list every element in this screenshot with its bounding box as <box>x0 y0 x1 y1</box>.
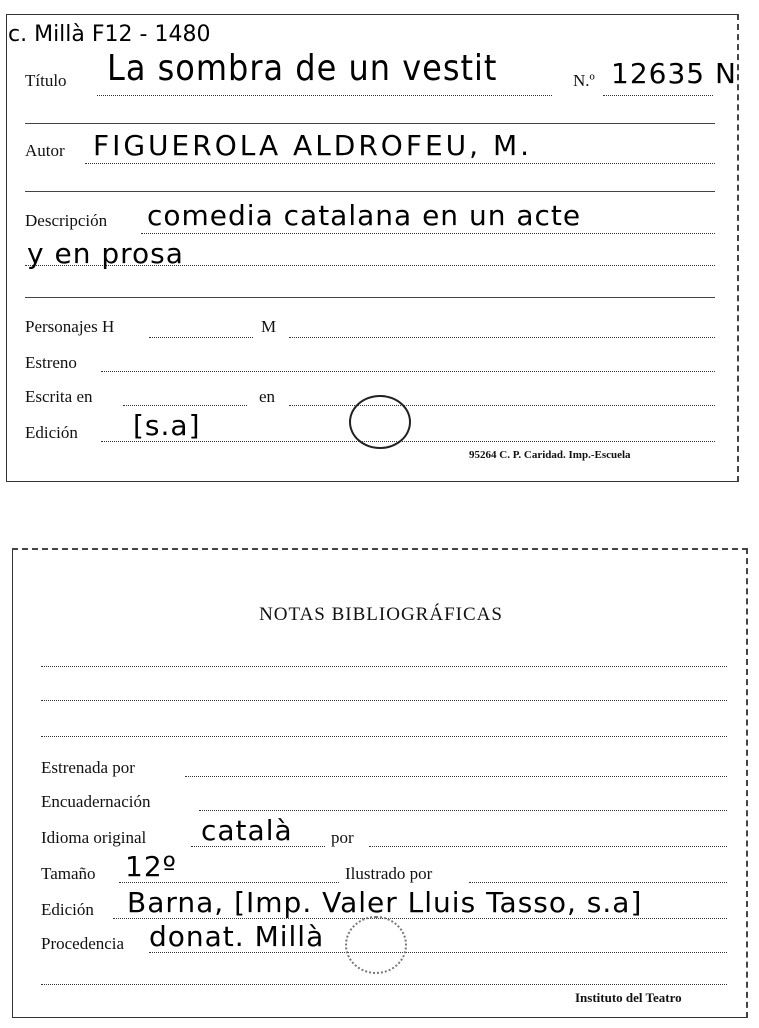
titulo-value: La sombra de un vestit <box>107 47 498 89</box>
personajes-h-line <box>149 337 253 338</box>
separator-line <box>25 297 715 298</box>
edicion-value: [s.a] <box>133 409 201 442</box>
edicion-back-label: Edición <box>41 900 94 919</box>
notes-line <box>41 984 727 985</box>
titulo-line <box>97 95 552 96</box>
autor-label: Autor <box>25 141 65 160</box>
descripcion-value-line1: comedia catalana en un acte <box>147 199 582 232</box>
estreno-line <box>101 371 715 372</box>
personajes-m-line <box>289 337 715 338</box>
procedencia-value: donat. Millà <box>149 920 325 953</box>
numero-line <box>603 95 713 96</box>
descripcion-line <box>141 233 715 234</box>
encuadernacion-label: Encuadernación <box>41 792 151 811</box>
escrita-en-line <box>289 405 715 406</box>
catalog-card-front <box>6 14 739 482</box>
separator-line <box>25 123 715 124</box>
autor-value: FIGUEROLA ALDROFEU, M. <box>93 129 532 162</box>
idioma-label: Idioma original <box>41 828 147 847</box>
notes-line <box>41 666 727 667</box>
ilustrado-line <box>469 882 727 883</box>
punch-hole <box>345 916 407 974</box>
idioma-por-line <box>369 846 727 847</box>
catalog-card-back <box>12 548 748 1018</box>
tamano-label: Tamaño <box>41 864 96 883</box>
procedencia-label: Procedencia <box>41 934 125 953</box>
notes-line <box>41 736 727 737</box>
edicion-label: Edición <box>25 423 78 442</box>
descripcion-label: Descripción <box>25 211 108 230</box>
notes-line <box>41 700 727 701</box>
escrita-line <box>123 405 247 406</box>
estrenada-label: Estrenada por <box>41 758 135 777</box>
titulo-label: Título <box>25 71 67 90</box>
numero-label: N.º <box>573 71 595 90</box>
personajes-label: Personajes H <box>25 317 115 336</box>
institute-footer: Instituto del Teatro <box>575 990 682 1005</box>
punch-hole <box>349 395 411 449</box>
edicion-back-value: Barna, [Imp. Valer Lluis Tasso, s.a] <box>127 886 643 919</box>
descripcion-value-line2: y en prosa <box>27 237 184 270</box>
notas-heading: NOTAS BIBLIOGRÁFICAS <box>259 604 503 625</box>
printer-line: 95264 C. P. Caridad. Imp.-Escuela <box>469 449 631 461</box>
ilustrado-label: Ilustrado por <box>345 864 433 883</box>
numero-value: 12635 N <box>611 57 737 90</box>
idioma-por-label: por <box>331 828 354 847</box>
tamano-value: 12º <box>125 850 177 883</box>
encuadernacion-line <box>199 810 727 811</box>
escrita-label: Escrita en <box>25 387 93 406</box>
autor-line <box>85 163 715 164</box>
estreno-label: Estreno <box>25 353 77 372</box>
personajes-m-label: M <box>261 317 277 336</box>
separator-line <box>25 191 715 192</box>
estrenada-line <box>185 776 727 777</box>
idioma-value: català <box>201 814 293 847</box>
corner-note: c. Millà F12 - 1480 <box>8 22 211 47</box>
escrita-en-label: en <box>259 387 276 406</box>
